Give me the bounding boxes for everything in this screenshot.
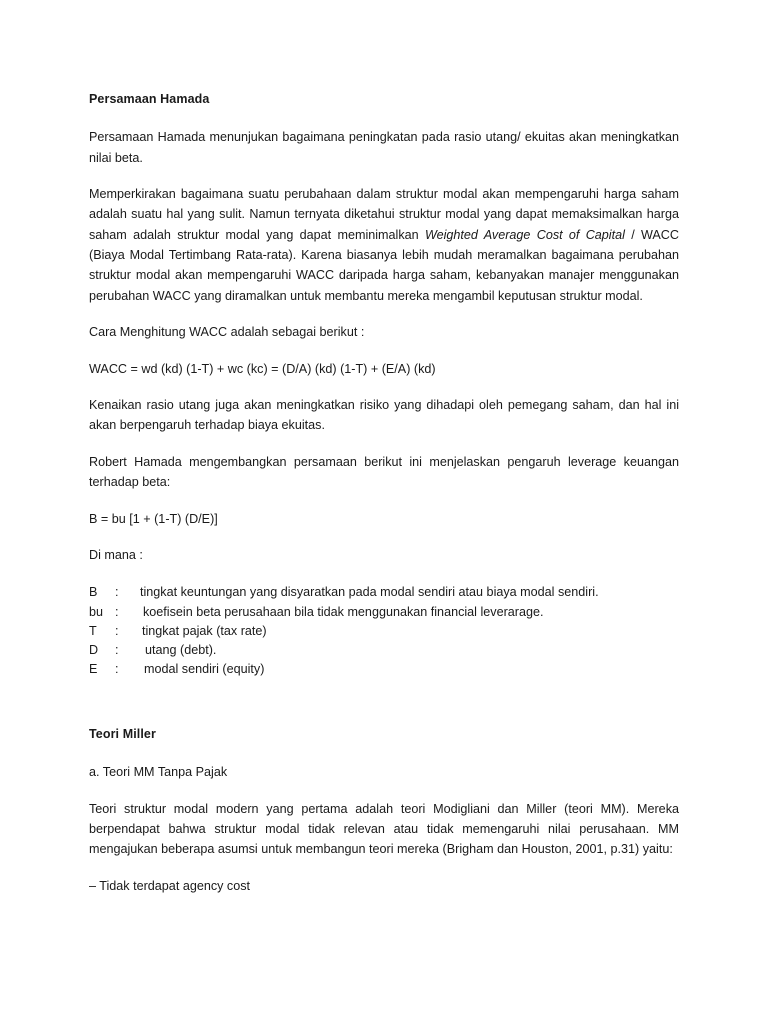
definition-symbol: E <box>89 661 98 676</box>
spacer <box>89 679 679 725</box>
formula-wacc: WACC = wd (kd) (1-T) + wc (kc) = (D/A) (kd) (1-T) + (E/A) (kd) <box>89 361 436 376</box>
definition-colon: : <box>115 604 119 619</box>
paragraph-teori-struktur-modal: Teori struktur modal modern yang pertama adalah teori Modigliani dan Miller (teori MM). Mereka berpendapat bahwa struktur modal tidak relevan atau tidak memengaruhi nilai perusahaan. MM mengajukan beberapa asumsi untuk membangun teori mereka (Brigham dan Houston, 2001, p.31) yaitu: <box>89 801 679 857</box>
definition-symbol: D <box>89 642 99 657</box>
spacer <box>89 783 679 799</box>
spacer <box>89 379 679 395</box>
definition-row <box>89 583 599 602</box>
spacer <box>89 108 679 127</box>
definition-list <box>89 583 599 679</box>
spacer <box>89 436 679 452</box>
definition-symbol: bu <box>89 604 104 619</box>
paragraph-robert-hamada: Robert Hamada mengembangkan persamaan berikut ini menjelaskan pengaruh leverage keuangan terhadap beta: <box>89 454 679 490</box>
definition-colon: : <box>115 585 119 600</box>
definition-description: tingkat keuntungan yang disyaratkan pada modal sendiri atau biaya modal sendiri. <box>140 585 599 600</box>
definition-row <box>89 603 599 622</box>
definition-row <box>89 660 599 679</box>
italic-term-wacc: Weighted Average Cost of Capital <box>424 227 625 242</box>
spacer <box>89 860 679 876</box>
paragraph-struktur-modal <box>89 184 679 306</box>
definition-description: utang (debt). <box>145 642 217 657</box>
definition-colon: : <box>115 661 119 676</box>
spacer <box>89 306 679 322</box>
section-heading-persamaan-hamada: Persamaan Hamada <box>89 92 210 106</box>
definition-colon: : <box>115 642 119 657</box>
formula-beta: B = bu [1 + (1-T) (D/E)] <box>89 511 218 526</box>
bullet-tidak-terdapat-agency-cost: – Tidak terdapat agency cost <box>89 878 251 893</box>
spacer <box>89 343 679 359</box>
spacer <box>89 743 679 762</box>
paragraph-text-part-2: / WACC (Biaya Modal Tertimbang Rata-rata). Karena biasanya lebih mudah meramalkan bagaimana perubahan struktur modal akan mempengaruhi WACC daripada harga saham, kebanyakan manajer menggunakan perubahan WACC yang diramalkan untuk membantu mereka mengambil keputusan struktur modal. <box>89 227 679 303</box>
spacer <box>89 168 679 184</box>
paragraph-text-part-1: Memperkirakan bagaimana suatu perubahaan dalam struktur modal akan mempengaruhi harga saham adalah suatu hal yang sulit. Namun ternyata diketahui struktur modal yang dapat memaksimalkan harga saham adalah struktur modal yang dapat meminimalkan <box>89 186 679 242</box>
spacer <box>89 565 679 583</box>
paragraph-hamada-intro: Persamaan Hamada menunjukan bagaimana peningkatan pada rasio utang/ ekuitas akan meningkatkan nilai beta. <box>89 130 679 165</box>
document-body <box>89 90 679 896</box>
spacer <box>89 493 679 509</box>
section-heading-teori-miller: Teori Miller <box>89 727 156 742</box>
paragraph-wacc-intro: Cara Menghitung WACC adalah sebagai berikut : <box>89 325 365 340</box>
definition-description: modal sendiri (equity) <box>144 661 265 676</box>
definition-symbol: B <box>89 585 98 600</box>
definition-description: tingkat pajak (tax rate) <box>142 623 267 638</box>
definition-row <box>89 622 599 641</box>
subheading-teori-mm-tanpa-pajak: a. Teori MM Tanpa Pajak <box>89 765 228 780</box>
definition-description: koefisein beta perusahaan bila tidak menggunakan financial leverarage. <box>143 604 544 619</box>
definition-row <box>89 641 599 660</box>
paragraph-kenaikan-rasio: Kenaikan rasio utang juga akan meningkatkan risiko yang dihadapi oleh pemegang saham, dan hal ini akan berpengaruh terhadap biaya ekuitas. <box>89 398 679 433</box>
spacer <box>89 529 679 545</box>
definition-symbol: T <box>89 623 97 638</box>
label-di-mana: Di mana : <box>89 547 143 562</box>
definition-colon: : <box>115 623 119 638</box>
